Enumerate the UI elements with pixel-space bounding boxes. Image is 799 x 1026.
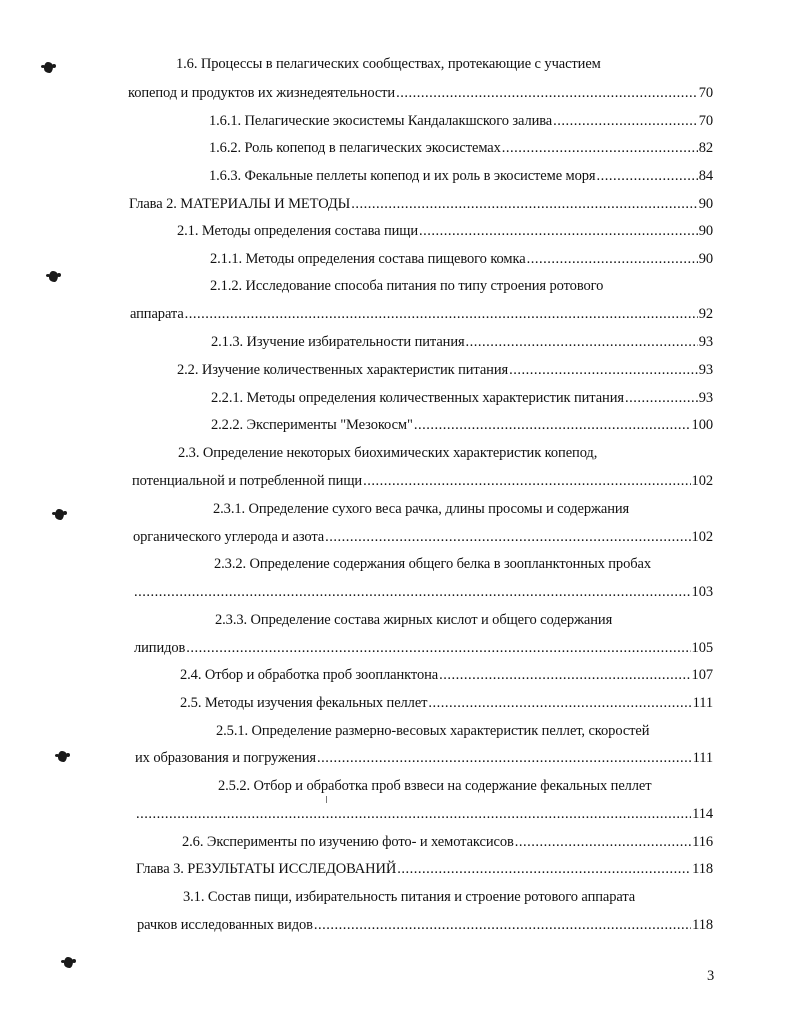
toc-entry-2-5-2[interactable] [136, 805, 713, 823]
toc-page-number: 100 [691, 417, 713, 433]
toc-leader-dots [397, 860, 691, 878]
toc-entry-text: 2.2.2. Эксперименты "Мезокосм" [211, 417, 413, 433]
page-number: 3 [707, 968, 715, 984]
toc-leader-dots [509, 361, 698, 379]
toc-entry-text: 2.2. Изучение количественных характеристик питания [177, 362, 509, 378]
toc-entry-1-6-1[interactable] [209, 112, 713, 130]
binding-mark-1 [44, 62, 53, 73]
toc-page-number: 93 [698, 390, 713, 406]
toc-entry-text: потенциальной и потребленной пищи [132, 473, 363, 489]
toc-leader-dots [185, 305, 698, 323]
toc-leader-dots [439, 666, 690, 684]
toc-chapter-2[interactable] [129, 195, 713, 213]
toc-entry-text: органического углерода и азота [133, 529, 325, 545]
toc-leader-dots [325, 528, 690, 546]
toc-page-number: 118 [692, 917, 713, 933]
toc-entry-text: 2.1.1. Методы определения состава пищевого комка [210, 251, 526, 267]
toc-page-number: 107 [691, 667, 713, 683]
toc-leader-dots [317, 749, 692, 767]
toc-leader-dots [414, 416, 691, 434]
toc-entry-2-2[interactable] [177, 361, 713, 379]
toc-entry-2-3-3[interactable] [134, 639, 713, 657]
toc-entry-text: 1.6.1. Пелагические экосистемы Кандалакшского залива [209, 113, 553, 129]
toc-leader-dots [396, 84, 698, 102]
toc-page-number: 70 [698, 113, 713, 129]
toc-page-number: 116 [692, 834, 713, 850]
toc-entry-text: Глава 2. МАТЕРИАЛЫ И МЕТОДЫ [129, 196, 351, 212]
toc-entry-text: копепод и продуктов их жизнедеятельности [128, 85, 396, 101]
toc-entry-text: 2.6. Эксперименты по изучению фото- и хемотаксисов [182, 834, 514, 850]
toc-entry-3-1[interactable] [137, 916, 713, 934]
toc-page-number: 111 [692, 750, 713, 766]
toc-entry-1-6-line1: 1.6. Процессы в пелагических сообществах, протекающие с участием [176, 56, 601, 72]
toc-entry-text: 2.2.1. Методы определения количественных характеристик питания [211, 390, 624, 406]
toc-page-number: 90 [698, 251, 713, 267]
toc-page-number: 102 [691, 473, 713, 489]
toc-entry-2-2-1[interactable] [211, 389, 713, 407]
toc-leader-dots [553, 112, 698, 130]
toc-leader-dots [466, 333, 698, 351]
toc-leader-dots [314, 916, 691, 934]
toc-entry-2-5-2-line1: 2.5.2. Отбор и обработка проб взвеси на содержание фекальных пеллет [218, 778, 652, 794]
toc-entry-2-1-2-line1: 2.1.2. Исследование способа питания по типу строения ротового [210, 278, 604, 294]
toc-entry-1-6-3[interactable] [209, 167, 713, 185]
binding-mark-5 [64, 957, 73, 968]
toc-entry-text: 2.4. Отбор и обработка проб зоопланктона [180, 667, 439, 683]
toc-entry-2-3-line1: 2.3. Определение некоторых биохимических характеристик копепод, [178, 445, 598, 461]
toc-entry-2-3-1[interactable] [133, 528, 713, 546]
toc-entry-2-4[interactable] [180, 666, 713, 684]
toc-page-number: 114 [692, 806, 713, 822]
toc-page-number: 111 [692, 695, 713, 711]
toc-entry-text: 2.1.3. Изучение избирательности питания [211, 334, 465, 350]
toc-leader-dots [351, 195, 697, 213]
toc-entry-2-3-1-line1: 2.3.1. Определение сухого веса рачка, длины просомы и содержания [213, 501, 630, 517]
binding-mark-3 [55, 509, 64, 520]
toc-entry-2-3-3-line1: 2.3.3. Определение состава жирных кислот и общего содержания [215, 612, 613, 628]
toc-page-number: 93 [698, 362, 713, 378]
toc-page-number: 118 [692, 861, 713, 877]
toc-leader-dots [363, 472, 690, 490]
toc-leader-dots [186, 639, 690, 657]
toc-leader-dots [515, 833, 691, 851]
toc-page-number: 105 [691, 640, 713, 656]
toc-entry-text: Глава 3. РЕЗУЛЬТАТЫ ИССЛЕДОВАНИЙ [136, 861, 397, 877]
toc-entry-2-3-2-line1: 2.3.2. Определение содержания общего белка в зоопланктонных пробах [214, 556, 651, 572]
toc-entry-2-5-1-line1: 2.5.1. Определение размерно-весовых характеристик пеллет, скоростей [216, 723, 650, 739]
toc-leader-dots [502, 139, 698, 157]
toc-page-number: 70 [698, 85, 713, 101]
toc-leader-dots [597, 167, 698, 185]
toc-entry-2-1-2[interactable] [130, 305, 713, 323]
toc-entry-2-1[interactable] [177, 222, 713, 240]
toc-entry-text: 2.1. Методы определения состава пищи [177, 223, 419, 239]
toc-leader-dots [428, 694, 691, 712]
toc-leader-dots [625, 389, 698, 407]
toc-entry-text: аппарата [130, 306, 184, 322]
toc-page-number: 92 [698, 306, 713, 322]
toc-entry-2-5[interactable] [180, 694, 713, 712]
toc-entry-text: их образования и погружения [135, 750, 316, 766]
toc-entry-2-3[interactable] [132, 472, 713, 490]
toc-entry-1-6[interactable] [128, 84, 713, 102]
toc-page-number: 84 [698, 168, 713, 184]
toc-page-number: 90 [698, 223, 713, 239]
toc-chapter-3[interactable] [136, 860, 713, 878]
toc-entry-text: липидов [134, 640, 186, 656]
toc-page-number: 103 [691, 584, 713, 600]
toc-entry-text: 2.5. Методы изучения фекальных пеллет [180, 695, 428, 711]
toc-page-number: 82 [698, 140, 713, 156]
toc-leader-dots [419, 222, 698, 240]
toc-entry-2-6[interactable] [182, 833, 713, 851]
toc-page-number: 93 [698, 334, 713, 350]
toc-page-number: 102 [691, 529, 713, 545]
toc-entry-text: 1.6.3. Фекальные пеллеты копепод и их роль в экосистеме моря [209, 168, 596, 184]
toc-entry-text: рачков исследованных видов [137, 917, 313, 933]
toc-leader-dots [136, 805, 691, 823]
toc-entry-2-2-2[interactable] [211, 416, 713, 434]
binding-mark-4 [58, 751, 67, 762]
toc-entry-text: 1.6.2. Роль копепод в пелагических экосистемах [209, 140, 501, 156]
toc-entry-1-6-2[interactable] [209, 139, 713, 157]
scan-speck [326, 796, 327, 803]
binding-mark-2 [49, 271, 58, 282]
toc-page-number: 90 [698, 196, 713, 212]
toc-entry-2-1-3[interactable] [211, 333, 713, 351]
toc-entry-3-1-line1: 3.1. Состав пищи, избирательность питания и строение ротового аппарата [183, 889, 636, 905]
toc-entry-2-5-1[interactable] [135, 749, 713, 767]
toc-entry-2-1-1[interactable] [210, 250, 713, 268]
toc-leader-dots [527, 250, 698, 268]
toc-leader-dots [134, 583, 691, 601]
toc-entry-2-3-2[interactable] [134, 583, 713, 601]
